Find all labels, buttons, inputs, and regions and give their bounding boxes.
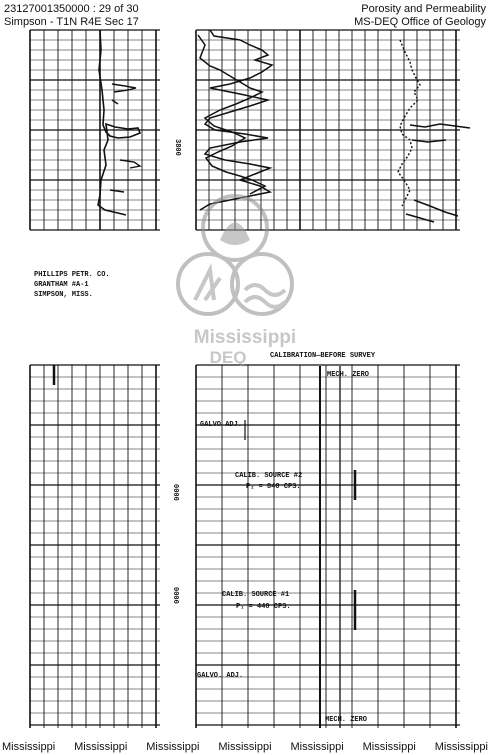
calib-source-1-value: P₁ = 440 CPS. (236, 603, 291, 611)
document-category: Porosity and Permeability (361, 3, 486, 15)
footer-watermark-item: Mississippi (74, 741, 128, 753)
galvo-adj-bottom-label: GALVO. ADJ. (197, 672, 244, 680)
side-label-upper: 0000 (171, 484, 179, 501)
log-grid-top-left (30, 30, 160, 230)
footer-watermark-item: Mississippi (434, 741, 488, 753)
footer-watermark-item: Mississippi (146, 741, 200, 753)
footer-watermark-item: Mississippi (362, 741, 416, 753)
document-id: 23127001350000 : 29 of 30 (4, 3, 139, 15)
footer-watermark-item: Mississippi (2, 741, 56, 753)
footer-watermark-item: Mississippi (290, 741, 344, 753)
watermark-line2: DEQ (209, 348, 247, 367)
log-curve-left (98, 30, 140, 215)
watermark-grass-icon (195, 270, 220, 300)
well-info-operator: PHILLIPS PETR. CO. (34, 271, 110, 279)
calib-source-1-label: CALIB. SOURCE #1 (222, 591, 290, 599)
log-curve-permeability (406, 124, 470, 222)
calib-source-2-value: P₂ = 840 CPS. (246, 483, 301, 491)
calibration-title: CALIBRATION—BEFORE SURVEY (270, 352, 376, 360)
galvo-adj-top-label: GALVO ADJ. (200, 421, 243, 429)
document-source: MS-DEQ Office of Geology (354, 16, 486, 28)
watermark-water-icon (245, 285, 285, 307)
depth-label: 3800 (173, 139, 181, 156)
well-info-well-name: GRANTHAM #A-1 (34, 281, 89, 289)
well-location: Simpson - T1N R4E Sec 17 (4, 16, 139, 28)
watermark-line1: Mississippi (193, 327, 297, 348)
calib-source-2-label: CALIB. SOURCE #2 (235, 472, 303, 480)
side-label-lower: 0000 (171, 587, 179, 604)
footer-watermark-bar (0, 740, 490, 755)
mech-zero-top-label: MECH. ZERO (327, 371, 370, 379)
log-grid-bottom-left (30, 365, 160, 728)
log-grid-top-right (196, 30, 460, 230)
watermark-leaf-icon (220, 223, 250, 246)
watermark-ring-left (178, 254, 238, 314)
footer-watermark-item: Mississippi (218, 741, 272, 753)
mech-zero-bottom-label: MECH. ZERO (325, 716, 368, 724)
well-info-county: SIMPSON, MISS. (34, 291, 93, 299)
